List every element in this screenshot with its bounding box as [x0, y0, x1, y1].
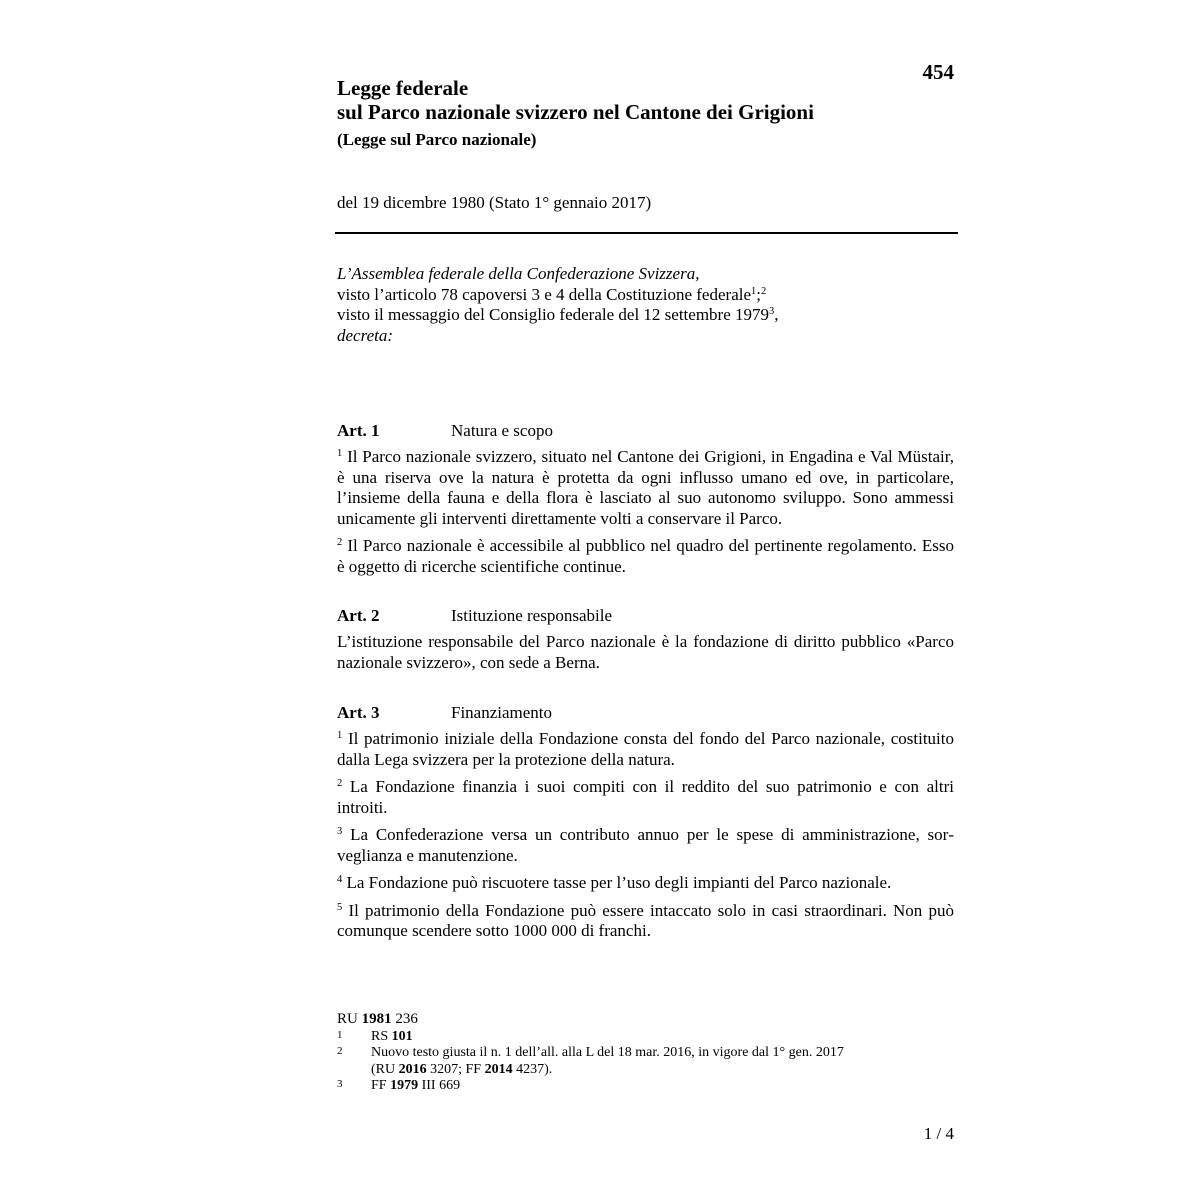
article-2 [337, 606, 954, 680]
article-paragraph: $^1$ Il patrimonio iniziale della Fondazione consta del fondo del Parco nazionale, costituito dalla Lega svizzera per la protezione della natura. [337, 729, 954, 769]
article-number: Art. 1 [337, 421, 380, 440]
article-paragraph: $^3$ La Confederazione versa un contributo annuo per le spese di amministrazione, sorveglianza e manutenzione. [337, 825, 954, 865]
article-1 [337, 421, 954, 584]
article-heading [337, 703, 954, 723]
article-title: Istituzione responsabile [451, 606, 612, 625]
date-line: del 19 dicembre 1980 (Stato 1° gennaio 2017) [337, 193, 652, 212]
article-title: Finanziamento [451, 703, 553, 722]
footnote-ref-1[interactable]: 1 [751, 285, 757, 297]
article-paragraph: L’istituzione responsabile del Parco nazionale è la fondazione di diritto pubblico «Parco nazionale svizzero», con sede a Berna. [337, 632, 954, 672]
article-paragraph: $^5$ Il patrimonio della Fondazione può essere intaccato solo in casi straordinari. Non può comunque scendere sotto 1000 000 di franchi. [337, 900, 954, 940]
footnote-3: 3 FF 1979 III 669 [337, 1078, 461, 1093]
page-number: 1 / 4 [923, 1124, 954, 1143]
article-paragraph: $^2$ La Fondazione finanzia i suoi compiti con il reddito del suo patrimonio e con altri introiti. [337, 777, 954, 817]
article-number: Art. 3 [337, 703, 380, 722]
title-line-1: Legge federale [337, 76, 469, 100]
footnotes [337, 1011, 957, 1095]
visto-message: visto il messaggio del Consiglio federale del 12 settembre 1979$^3$, [337, 305, 779, 324]
footnote-ref-3[interactable]: 3 [769, 306, 775, 317]
article-number: Art. 2 [337, 606, 380, 625]
article-3 [337, 703, 954, 949]
article-paragraph: $^2$ Il Parco nazionale è accessibile al pubblico nel quadro del pertinente regolamento. Esso è oggetto di ricerche scientifiche continue. [337, 536, 954, 576]
title-line-2: sul Parco nazionale svizzero nel Cantone dei Grigioni [337, 100, 814, 124]
short-title: (Legge sul Parco nazionale) [337, 130, 537, 149]
footnote-1: 1 RS 101 [337, 1028, 413, 1044]
article-heading [337, 606, 954, 626]
ru-reference: RU 1981 236 [337, 1011, 418, 1027]
footnote-ref-2[interactable]: 2 [761, 285, 767, 297]
article-paragraph: $^1$ Il Parco nazionale svizzero, situato nel Cantone dei Grigioni, in Engadina e Val Müstair, è una riserva ove la natura è protetta da ogni influsso umano ed ove, in particolare, l’insieme della fauna e della flora è lasciato al suo autonomo sviluppo. Sono ammessi unicamente gli interventi direttamente volti a conservare il Parco. [337, 447, 954, 528]
footnote-2: 2 Nuovo testo giusta il n. 1 dell’all. alla L del 18 mar. 2016, in vigore dal 1° gen. 2017 (RU 2016 3207; FF 2014 4237). [337, 1045, 844, 1077]
visto-constitution: visto l’articolo 78 capoversi 3 e 4 della Costituzione federale$^1$;$^2$ [337, 284, 767, 304]
article-paragraph: $^4$ La Fondazione può riscuotere tasse per l’uso degli impianti del Parco nazionale. [337, 873, 892, 892]
article-heading [337, 421, 954, 441]
header-divider [335, 232, 958, 234]
preamble [337, 264, 957, 346]
document-title [337, 76, 937, 124]
decreta: decreta: [337, 325, 394, 345]
enacting-body: L’Assemblea federale della Confederazione Svizzera, [337, 264, 700, 283]
article-title: Natura e scopo [451, 421, 553, 440]
sr-number: 454 [922, 60, 954, 84]
